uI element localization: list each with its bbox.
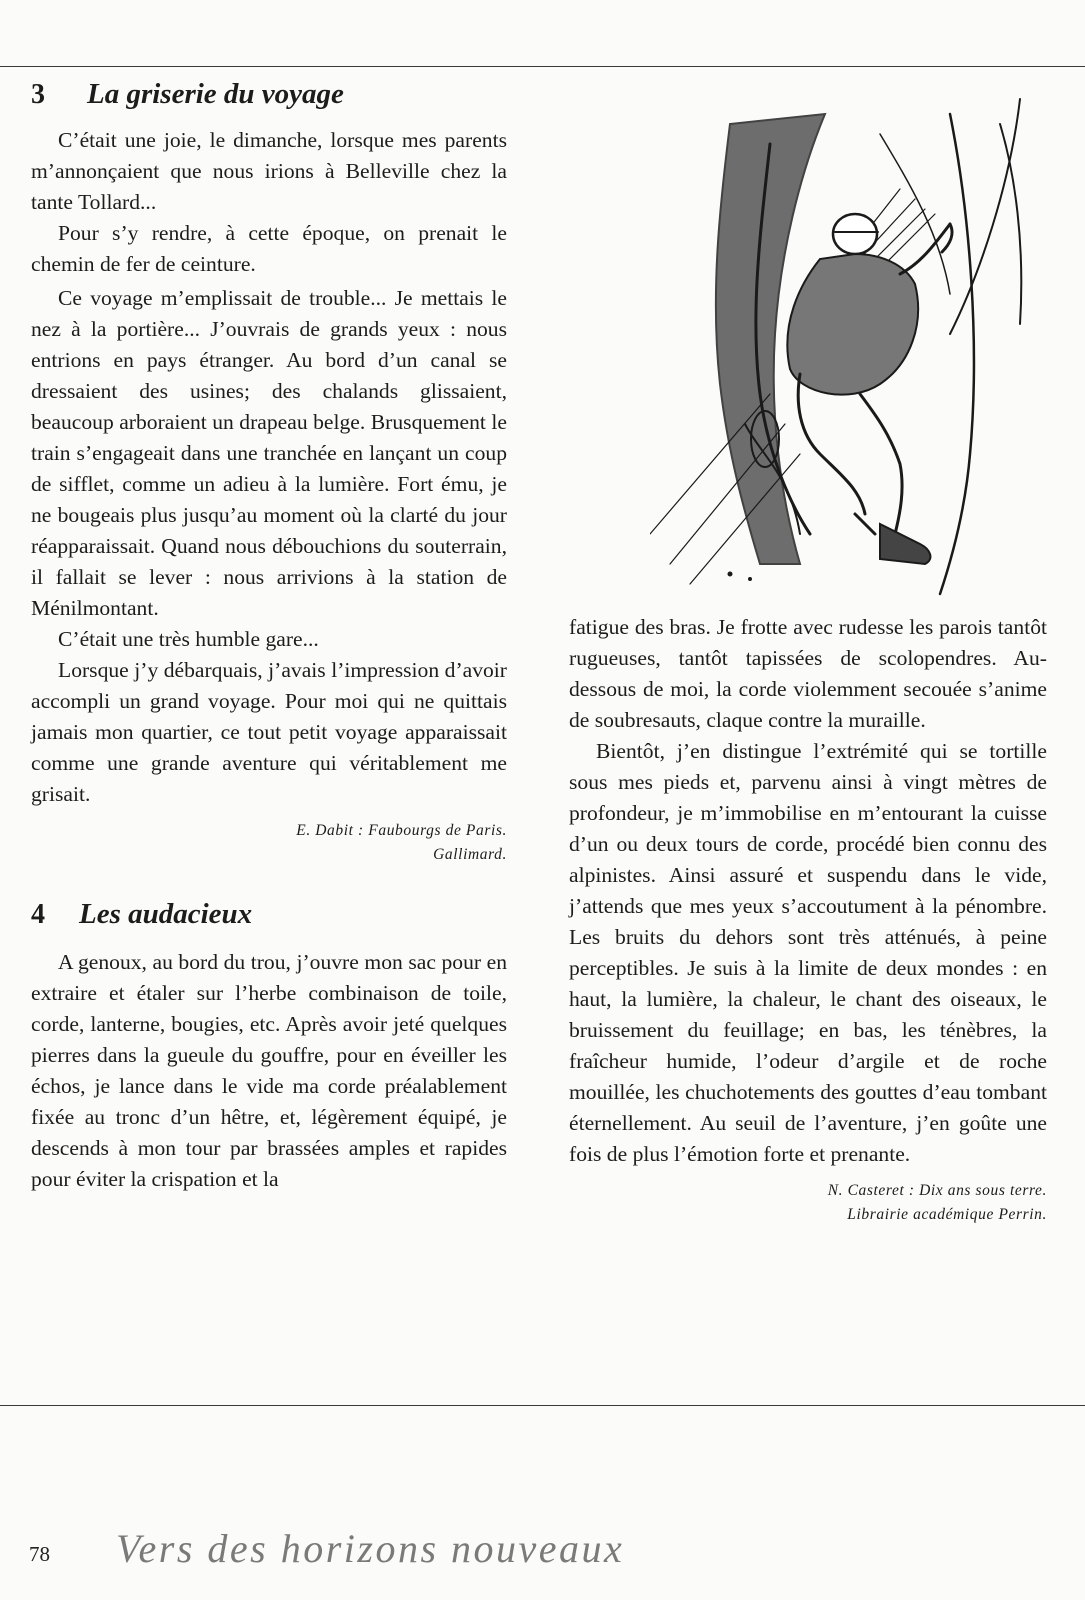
section-heading [31, 898, 507, 931]
running-footer-title: Vers des horizons nouveaux [116, 1526, 625, 1571]
section-number: 4 [31, 899, 45, 930]
section-text [31, 947, 507, 1195]
section-heading [31, 78, 507, 111]
credit-line: Gallimard. [433, 846, 507, 863]
top-rule [0, 66, 1085, 67]
page-number: 78 [29, 1542, 50, 1566]
credit-line: Librairie académique Perrin. [847, 1206, 1047, 1223]
section-3 [31, 78, 507, 867]
credit-line: N. Casteret : Dix ans sous terre. [827, 1182, 1047, 1199]
paragraph: Lorsque j’y débarquais, j’avais l’impression d’avoir accompli un grand voyage. Pour moi qui ne quittais jamais mon quartier, ce tout petit voyage apparaissait comme une grande aventure qui véritablement me grisait. [31, 658, 507, 806]
credit-line: E. Dabit : Faubourgs de Paris. [296, 822, 507, 839]
right-column [569, 612, 1047, 1227]
section-text [31, 125, 507, 810]
paragraph-continued: fatigue des bras. Je frotte avec rudesse les parois tantôt rugueuses, tantôt tapissées de scolopendres. Au-dessous de moi, la corde violemment secouée s’anime de soubresauts, claque contre la muraille. [569, 615, 1047, 732]
section-title: Les audacieux [79, 898, 253, 930]
paragraph: Pour s’y rendre, à cette époque, on prenait le chemin de fer de ceinture. [31, 221, 507, 276]
paragraph: Bientôt, j’en distingue l’extrémité qui se tortille sous mes pieds et, parvenu ainsi à vingt mètres de profondeur, je m’immobilise en m’entourant la cuisse d’un ou deux tours de corde, procédé bien connu des alpinistes. Ainsi assuré et suspendu dans le vide, j’attends que mes yeux s’accoutument à la pénombre. Les bruits du dehors sont très atténués, à peine perceptibles. Je suis à la limite de deux mondes : en haut, la lumière, la chaleur, le chant des oiseaux, le bruissement du feuillage; en bas, les ténèbres, la fraîcheur humide, l’odeur d’argile et de roche mouillée, les chuchotements des gouttes d’eau tombant éternellement. Au seuil de l’aventure, j’en goûte une fois de plus l’émotion forte et prenante. [569, 739, 1047, 1166]
paragraph: A genoux, au bord du trou, j’ouvre mon sac pour en extraire et étaler sur l’herbe combinaison de toile, corde, lanterne, bougies, etc. Après avoir jeté quelques pierres dans la gueule du gouffre, pour en éveiller les échos, je lance dans le vide ma corde préalablement fixée au tronc d’un hêtre, et, légèrement équipé, je descends à mon tour par brassées amples et rapides pour éviter la crispation et la [31, 950, 507, 1191]
paragraph: C’était une joie, le dimanche, lorsque mes parents m’annonçaient que nous irions à Belleville chez la tante Tollard... [31, 128, 507, 214]
bottom-rule [0, 1405, 1085, 1406]
caver-climbing-illustration [650, 94, 1055, 604]
section-text-continued [569, 612, 1047, 1170]
source-credit [569, 1179, 1047, 1227]
paragraph: Ce voyage m’emplissait de trouble... Je mettais le nez à la portière... J’ouvrais de grands yeux : nous entrions en pays étranger. Au bord d’un canal se dressaient des usines; des chalands glissaient, beaucoup arboraient un drapeau belge. Brusquement le train s’engageait dans une tranchée en lançant un coup de sifflet, comme un adieu à la lumière. Fort ému, je ne bougeais plus jusqu’au moment où la clarté du jour réapparaissait. Quand nous débouchions du souterrain, il fallait se lever : nous arrivions à la station de Ménilmontant. [31, 286, 507, 620]
section-number: 3 [31, 79, 45, 110]
paragraph: C’était une très humble gare... [58, 627, 319, 651]
source-credit [31, 819, 507, 867]
left-column [31, 76, 507, 1195]
section-4 [31, 898, 507, 1195]
section-title: La griserie du voyage [87, 78, 344, 110]
